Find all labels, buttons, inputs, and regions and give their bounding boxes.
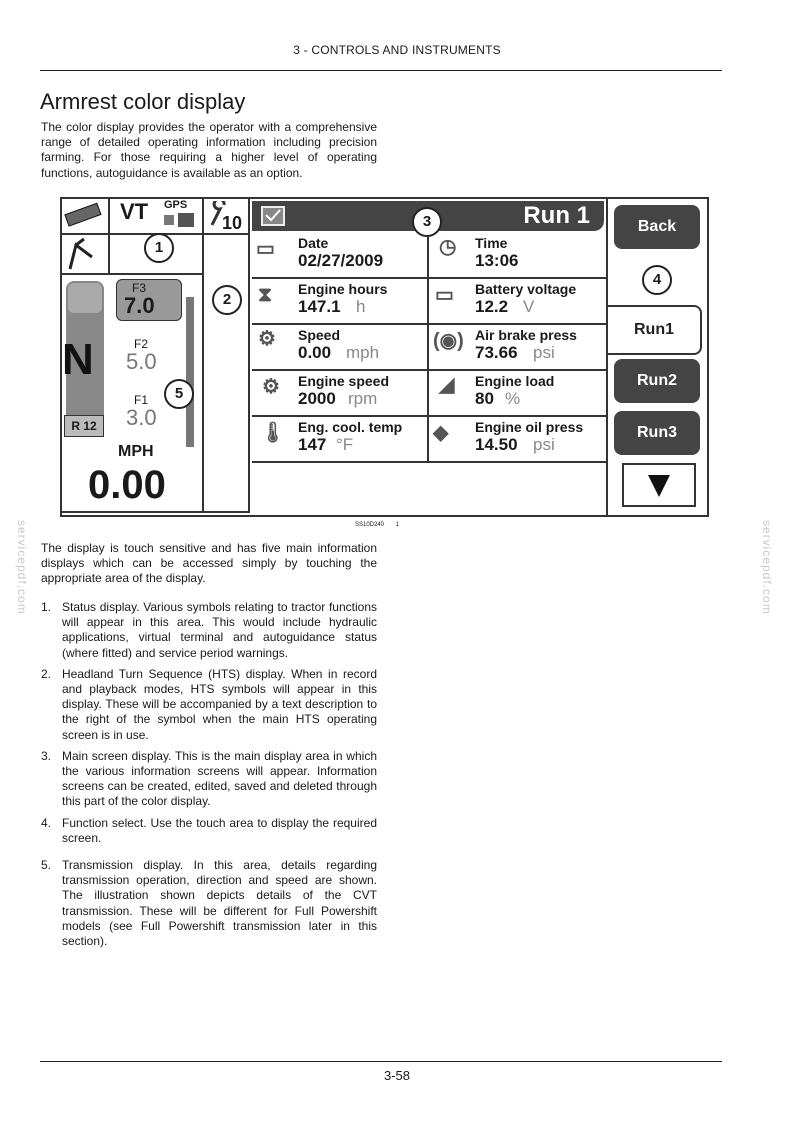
gear-label: F3 xyxy=(132,281,147,295)
param-cell[interactable] xyxy=(252,233,429,279)
reverse-gear-label: R 12 xyxy=(64,415,104,437)
direction-indicator: N xyxy=(62,335,94,384)
oil-can-icon: ◆ xyxy=(433,422,449,444)
param-value: 2000 xyxy=(298,389,336,408)
status-cell-hitch xyxy=(62,235,110,275)
param-cell[interactable] xyxy=(429,279,606,325)
param-unit: % xyxy=(505,389,521,408)
run2-tab[interactable]: Run2 xyxy=(614,359,700,403)
main-screen-area[interactable] xyxy=(252,233,606,513)
callout-3: 3 xyxy=(412,207,442,237)
gear-value: 5.0 xyxy=(126,349,157,374)
param-cell[interactable] xyxy=(429,371,606,417)
param-label: Air brake press xyxy=(475,327,577,343)
param-label: Time xyxy=(475,235,508,251)
scroll-down-button[interactable] xyxy=(622,463,696,507)
callout-2: 2 xyxy=(212,285,242,315)
list-item: 4. Function select. Use the touch area to display the required screen. xyxy=(41,815,377,845)
gear-value: 3.0 xyxy=(126,405,157,430)
param-cell[interactable] xyxy=(252,279,429,325)
param-cell[interactable] xyxy=(252,371,429,417)
gps-label: GPS xyxy=(164,199,188,211)
status-cell-hydraulic xyxy=(62,199,110,235)
callout-4: 4 xyxy=(642,265,672,295)
figure-caption xyxy=(355,522,399,528)
run1-tab[interactable]: Run1 xyxy=(608,305,702,355)
param-label: Engine oil press xyxy=(475,419,584,435)
display-areas-list xyxy=(41,600,377,955)
speed-bar xyxy=(186,297,194,447)
param-unit: psi xyxy=(533,435,555,454)
status-cell-vt-gps xyxy=(110,199,204,235)
callout-5: 5 xyxy=(164,379,194,409)
down-arrow-icon xyxy=(624,465,694,505)
hts-area[interactable] xyxy=(204,235,250,513)
list-item: 2. Headland Turn Sequence (HTS) display. When in record and playback modes, HTS symbols will appear in this display. These will be accompanied by a text description to the right of the symbol when the main HTS operating screen is in use. xyxy=(41,666,377,742)
param-cell[interactable] xyxy=(429,233,606,279)
vt-label: VT xyxy=(120,199,149,224)
gear-label: F2 xyxy=(134,337,149,351)
gear-value: 7.0 xyxy=(124,293,155,318)
param-label: Speed xyxy=(298,327,341,343)
param-label: Engine speed xyxy=(298,373,390,389)
callout-1: 1 xyxy=(144,233,174,263)
tractor-icon: ⚙ xyxy=(258,328,276,350)
param-unit: mph xyxy=(346,343,380,362)
param-value: 02/27/2009 xyxy=(298,251,384,270)
brake-icon: (◉) xyxy=(433,330,464,352)
param-unit: h xyxy=(356,297,366,316)
watermark: servicepdf.com xyxy=(15,520,29,615)
param-value: 14.50 xyxy=(475,435,518,454)
armrest-display-illustration xyxy=(60,197,709,517)
thermometer-icon: 🌡 xyxy=(260,422,286,444)
hourglass-icon: ⧗ xyxy=(258,284,273,306)
body-paragraph: The display is touch sensitive and has five main information displays which can be accessed simply by touching the appropriate area of the display. xyxy=(41,541,377,586)
param-unit: psi xyxy=(533,343,555,362)
list-item: 1. Status display. Various symbols relating to tractor functions will appear in this area. This would include hydraulic applications, virtual terminal and autoguidance status (where fitted) and service period warnings. xyxy=(41,600,377,660)
param-value: 73.66 xyxy=(475,343,518,362)
list-item: 5. Transmission display. In this area, details regarding transmission operation, direction and speed are shown. The illustration shown depicts details of the CVT transmission. These will be different for Full Powershift models (see Full Powershift transmission later in this section). xyxy=(41,858,377,949)
page-header: 3 - CONTROLS AND INSTRUMENTS xyxy=(293,43,501,57)
param-unit: °F xyxy=(336,435,354,454)
param-unit: V xyxy=(523,297,535,316)
param-value: 13:06 xyxy=(475,251,519,270)
run3-tab[interactable]: Run3 xyxy=(614,411,700,455)
service-count: 10 xyxy=(222,213,243,233)
figure-code: SS10D240 xyxy=(355,522,385,528)
param-cell[interactable] xyxy=(429,417,606,463)
section-title: Armrest color display xyxy=(40,89,246,114)
speed-unit: MPH xyxy=(118,443,154,460)
param-value: 12.2 xyxy=(475,297,509,316)
param-value: 147.1 xyxy=(298,297,341,316)
param-label: Battery voltage xyxy=(475,281,577,297)
engine-icon: ⚙ xyxy=(262,376,280,398)
calendar-icon: ▭ xyxy=(256,238,275,260)
ground-speed: 0.00 xyxy=(88,463,166,507)
engine-load-icon: ◢ xyxy=(439,374,455,396)
param-value: 0.00 xyxy=(298,343,332,362)
page-number: 3-58 xyxy=(383,1068,411,1083)
header-rule xyxy=(40,70,722,71)
param-label: Eng. cool. temp xyxy=(298,419,403,435)
forward-indicator xyxy=(68,283,102,313)
gear-label: F1 xyxy=(134,393,149,407)
checkbox-icon xyxy=(260,205,286,227)
param-value: 147 xyxy=(298,435,327,454)
footer-rule xyxy=(40,1061,722,1062)
hitch-icon xyxy=(62,235,106,273)
intro-paragraph: The color display provides the operator with a comprehensive range of detailed operating information including precision farming. For those requiring a higher level of operating functions, autoguidance is available as an option. xyxy=(41,120,377,180)
clock-icon: ◷ xyxy=(439,236,457,258)
param-cell[interactable] xyxy=(252,325,429,371)
param-label: Date xyxy=(298,235,329,251)
watermark: servicepdf.com xyxy=(760,520,774,615)
list-item: 3. Main screen display. This is the main display area in which the various information screens will appear. Information screens can be created, edited, saved and deleted through this part of the color display. xyxy=(41,748,377,809)
param-unit: rpm xyxy=(348,389,378,408)
param-label: Engine hours xyxy=(298,281,388,297)
back-button[interactable]: Back xyxy=(614,205,700,249)
function-divider xyxy=(606,199,608,515)
hydraulic-icon xyxy=(62,199,106,229)
run-title: Run 1 xyxy=(523,202,590,229)
satellite-icon xyxy=(160,211,200,231)
battery-icon: ▭ xyxy=(435,284,454,306)
status-cell-service xyxy=(204,199,250,235)
param-cell[interactable] xyxy=(429,325,606,371)
param-value: 80 xyxy=(475,389,494,408)
param-cell[interactable] xyxy=(252,417,429,463)
figure-number: 1 xyxy=(395,522,400,528)
param-label: Engine load xyxy=(475,373,555,389)
